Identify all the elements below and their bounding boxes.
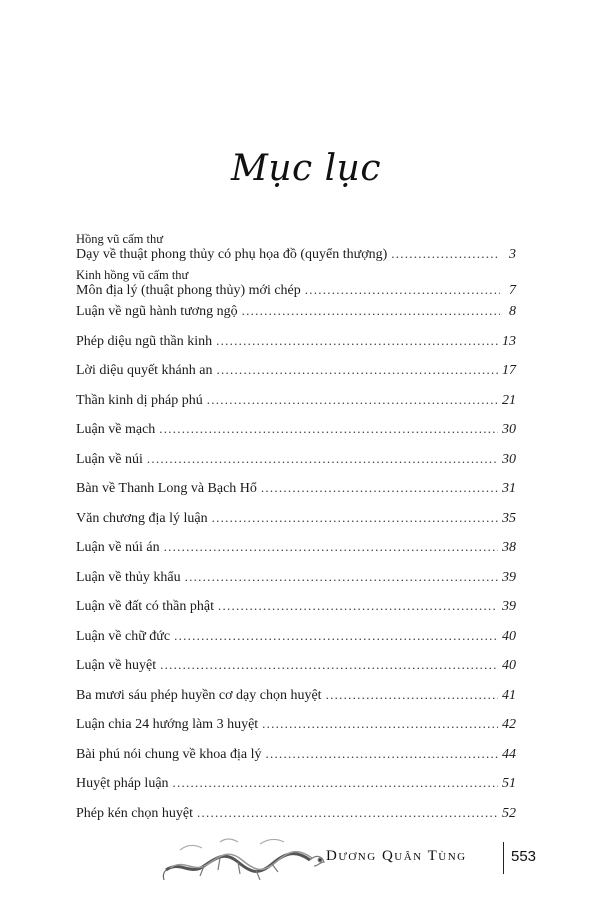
toc-entry-page: 31 xyxy=(502,481,516,496)
leader-dots xyxy=(212,510,498,526)
toc-entry-title: Thần kinh dị pháp phú xyxy=(76,392,203,408)
toc-entry-page: 42 xyxy=(502,717,516,732)
leader-dots xyxy=(160,657,498,673)
toc-entry xyxy=(76,392,516,408)
toc-entry-page: 41 xyxy=(502,687,516,703)
leader-dots xyxy=(185,569,498,585)
leader-dots xyxy=(218,598,498,614)
toc-entry-title: Phép diệu ngũ thần kinh xyxy=(76,333,213,349)
page-title: Mục lục xyxy=(230,148,381,189)
toc-entry-page: 39 xyxy=(502,569,516,585)
toc-entry-title: Huyệt pháp luận xyxy=(76,776,169,791)
leader-dots xyxy=(216,333,498,349)
leader-dots xyxy=(173,775,498,791)
toc-entry xyxy=(76,268,516,298)
toc-entry-page: 35 xyxy=(502,510,516,526)
toc-entry xyxy=(76,510,516,526)
toc-entry-page: 44 xyxy=(502,746,516,762)
toc-entry xyxy=(76,232,516,262)
toc-entry-title: Ba mươi sáu phép huyền cơ dạy chọn huyệt xyxy=(76,687,322,703)
leader-dots xyxy=(265,746,498,762)
toc-entry-title: Phép kén chọn huyệt xyxy=(76,805,194,821)
toc-entry xyxy=(76,480,516,496)
toc-entry-page: 52 xyxy=(502,805,516,821)
dragon-icon xyxy=(160,830,330,886)
footer-divider xyxy=(503,842,504,874)
page-number: 553 xyxy=(511,848,537,865)
toc-entry-title: Lời diệu quyết khánh an xyxy=(76,363,213,378)
toc-entry-page: 40 xyxy=(502,628,516,644)
toc-entry xyxy=(76,775,516,791)
toc-section-heading: Hồng vũ cấm thư xyxy=(76,232,163,246)
leader-dots xyxy=(197,805,498,821)
toc-entry-title: Luận về thủy khẩu xyxy=(76,569,181,585)
leader-dots xyxy=(391,246,500,262)
toc-entry-page: 30 xyxy=(502,451,516,467)
toc-entry-title: Luận chia 24 hướng làm 3 huyệt xyxy=(76,717,259,732)
page-footer xyxy=(0,830,612,890)
toc-entry-title: Văn chương địa lý luận xyxy=(76,510,208,526)
toc-entry xyxy=(76,362,516,378)
toc-entry-title: Bàn về Thanh Long và Bạch Hổ xyxy=(76,481,257,496)
leader-dots xyxy=(262,716,498,732)
leader-dots xyxy=(147,451,498,467)
toc-entry xyxy=(76,539,516,555)
toc-entry-title: Luận về núi xyxy=(76,451,143,467)
toc-entry-page: 40 xyxy=(502,658,516,673)
leader-dots xyxy=(261,480,498,496)
leader-dots xyxy=(207,392,498,408)
toc-entry-page: 21 xyxy=(502,392,516,408)
toc-entry xyxy=(76,451,516,467)
toc-entry-page: 7 xyxy=(509,282,516,298)
toc-entry-title: Luận về mạch xyxy=(76,422,156,437)
toc-entry xyxy=(76,687,516,703)
toc-entry xyxy=(76,628,516,644)
toc-entry-page: 39 xyxy=(502,599,516,614)
leader-dots xyxy=(174,628,498,644)
toc-entry-title: Luận về núi án xyxy=(76,540,160,555)
toc-entry xyxy=(76,598,516,614)
toc-entry xyxy=(76,746,516,762)
toc-entry xyxy=(76,421,516,437)
leader-dots xyxy=(216,362,498,378)
toc-entry xyxy=(76,657,516,673)
toc-entry-page: 13 xyxy=(502,333,516,349)
toc-entry-title: Bài phú nói chung về khoa địa lý xyxy=(76,746,262,762)
toc-section-heading: Kinh hồng vũ cấm thư xyxy=(76,267,189,282)
toc-entry xyxy=(76,569,516,585)
toc-entry-title: Môn địa lý (thuật phong thủy) mới chép xyxy=(76,282,301,298)
toc-entry xyxy=(76,716,516,732)
toc-entry-title: Luận về đất có thần phật xyxy=(76,599,215,614)
toc-entry xyxy=(76,805,516,821)
toc-entry-page: 38 xyxy=(502,540,516,555)
toc-entry xyxy=(76,303,516,319)
toc-entry-title: Luận về ngũ hành tương ngộ xyxy=(76,304,238,319)
toc-entry-title: Luận về chữ đức xyxy=(76,628,171,644)
leader-dots xyxy=(164,539,498,555)
leader-dots xyxy=(305,282,500,298)
toc-entry-page: 51 xyxy=(502,776,516,791)
leader-dots xyxy=(242,303,500,319)
toc-entry-title: Luận về huyệt xyxy=(76,658,157,673)
author-name: Dương Quân Tùng xyxy=(326,848,467,864)
toc-entry-title: Dạy về thuật phong thủy có phụ họa đồ (quyển thượng) xyxy=(76,247,388,262)
leader-dots xyxy=(326,687,498,703)
toc-entry-page: 3 xyxy=(509,247,516,262)
toc-entry-page: 17 xyxy=(502,363,516,378)
leader-dots xyxy=(159,421,498,437)
toc-entry xyxy=(76,333,516,349)
toc-entry-page: 8 xyxy=(509,304,516,319)
toc-entry-page: 30 xyxy=(502,422,516,437)
